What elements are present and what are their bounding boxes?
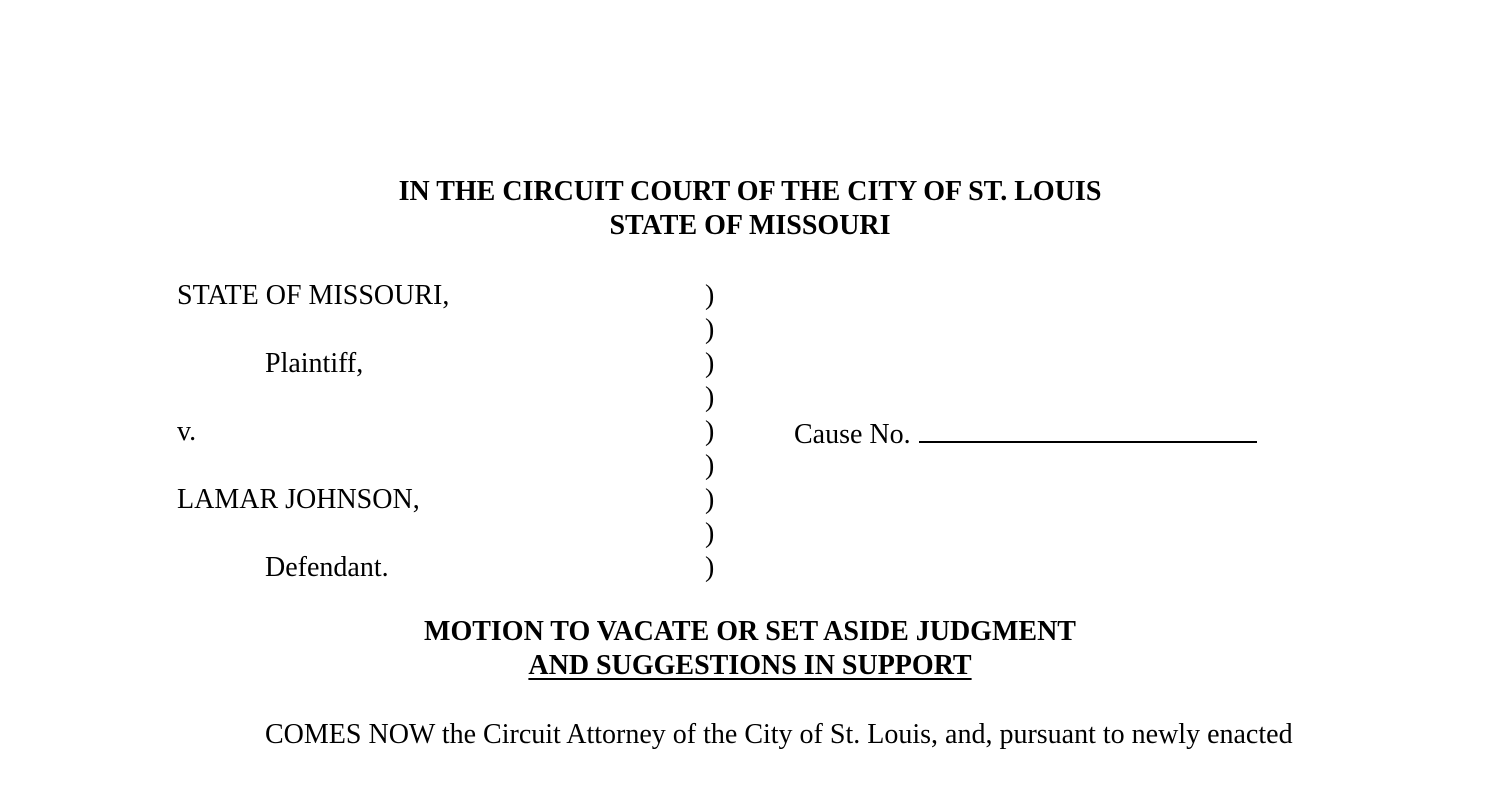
motion-title-line-1: MOTION TO VACATE OR SET ASIDE JUDGMENT <box>424 616 1076 647</box>
defendant-name: LAMAR JOHNSON, <box>177 484 420 515</box>
court-heading-line-1: IN THE CIRCUIT COURT OF THE CITY OF ST. LOUIS <box>398 176 1102 207</box>
caption-paren: ) <box>705 382 715 413</box>
caption-spacer <box>177 449 449 483</box>
caption-spacer <box>177 517 449 551</box>
caption-spacer <box>177 313 449 347</box>
cause-number-blank <box>919 415 1257 443</box>
plaintiff-name: STATE OF MISSOURI, <box>177 280 450 311</box>
caption-paren: ) <box>705 280 715 311</box>
motion-title <box>0 615 1500 683</box>
body-paragraph: COMES NOW the Circuit Attorney of the City of St. Louis, and, pursuant to newly enacted <box>265 719 1293 750</box>
court-heading <box>0 175 1500 243</box>
caption-paren-column <box>705 279 714 585</box>
versus-label: v. <box>177 416 197 447</box>
caption-paren: ) <box>705 484 715 515</box>
cause-number <box>794 415 1257 452</box>
caption-paren: ) <box>705 450 715 481</box>
cause-number-label: Cause No. <box>794 419 911 450</box>
caption-spacer <box>177 381 449 415</box>
motion-title-line-2: AND SUGGESTIONS IN SUPPORT <box>528 650 972 681</box>
caption-paren: ) <box>705 348 715 379</box>
defendant-role: Defendant. <box>265 552 389 583</box>
caption-paren: ) <box>705 416 715 447</box>
case-caption-parties <box>177 279 449 585</box>
caption-paren: ) <box>705 518 715 549</box>
court-heading-line-2: STATE OF MISSOURI <box>609 210 891 241</box>
plaintiff-role: Plaintiff, <box>265 348 364 379</box>
caption-paren: ) <box>705 552 715 583</box>
caption-paren: ) <box>705 314 715 345</box>
